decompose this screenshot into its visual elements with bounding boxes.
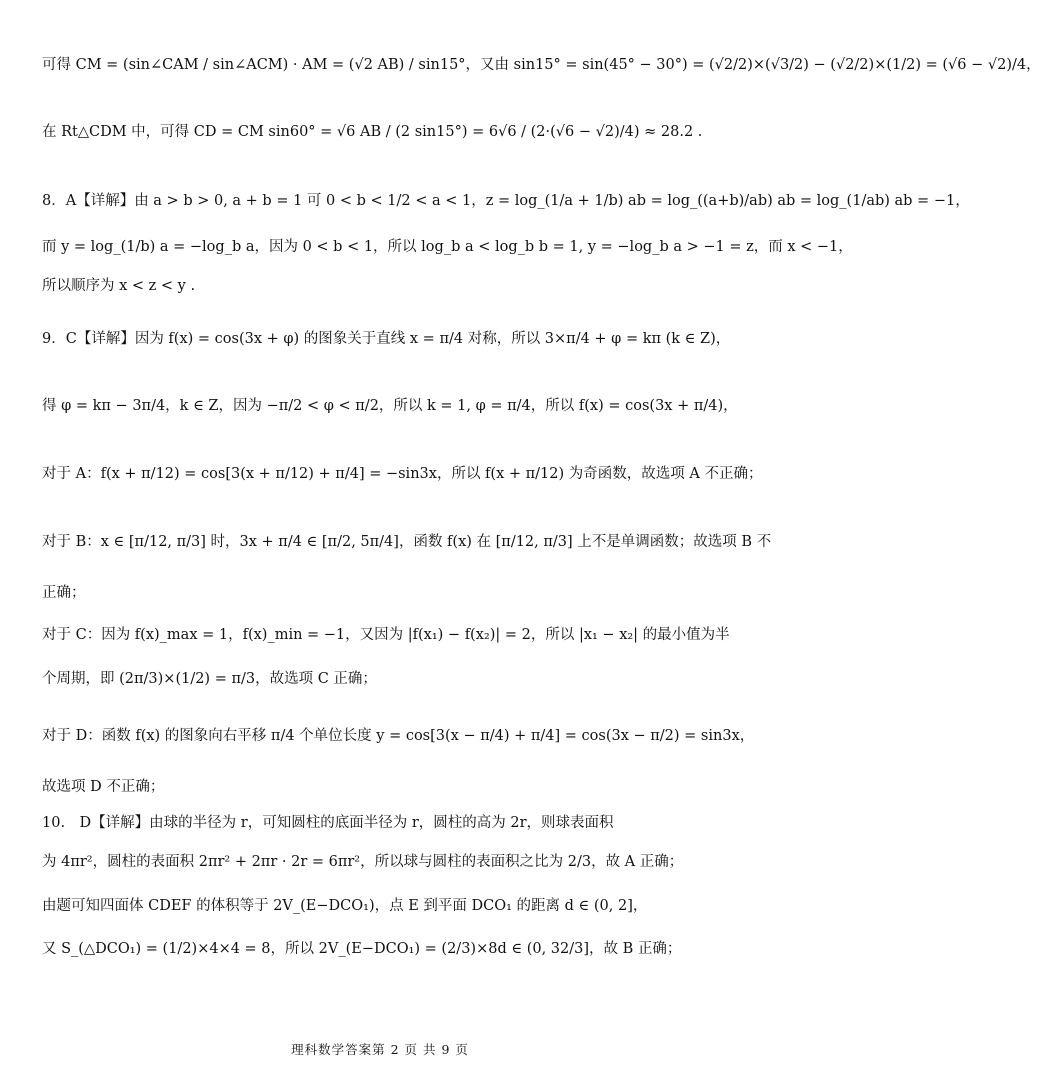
text-line: 10. D【详解】由球的半径为 r，可知圆柱的底面半径为 r，圆柱的高为 2r，则球表面积 bbox=[42, 815, 614, 831]
text-line: 故选项 D 不正确； bbox=[42, 779, 165, 795]
text-line: 对于 C：因为 f(x)_max = 1，f(x)_min = −1，又因为 |f(x₁) − f(x₂)| = 2，所以 |x₁ − x₂| 的最小值为半 bbox=[42, 627, 730, 643]
text-line: 对于 B：x ∈ [π/12, π/3] 时，3x + π/4 ∈ [π/2, 5π/4]，函数 f(x) 在 [π/12, π/3] 上不是单调函数；故选项 B 不 bbox=[42, 534, 772, 550]
text-line: 得 φ = kπ − 3π/4，k ∈ Z，因为 −π/2 < φ < π/2，所以 k = 1, φ = π/4，所以 f(x) = cos(3x + π/4)， bbox=[42, 398, 738, 414]
text-line: 所以顺序为 x < z < y . bbox=[42, 278, 196, 294]
text-line: 对于 A：f(x + π/12) = cos[3(x + π/12) + π/4] = −sin3x，所以 f(x + π/12) 为奇函数，故选项 A 不正确； bbox=[42, 466, 763, 482]
text-line: 为 4πr²，圆柱的表面积 2πr² + 2πr · 2r = 6πr²，所以球与圆柱的表面积之比为 2/3，故 A 正确； bbox=[42, 854, 684, 870]
text-line: 正确； bbox=[42, 585, 86, 601]
page-footer: 理科数学答案第 2 页 共 9 页 bbox=[291, 1042, 469, 1057]
text-line: 由题可知四面体 CDEF 的体积等于 2V_(E−DCO₁)，点 E 到平面 DCO₁ 的距离 d ∈ (0, 2]， bbox=[42, 898, 648, 914]
text-line: 对于 D：函数 f(x) 的图象向右平移 π/4 个单位长度 y = cos[3(x − π/4) + π/4] = cos(3x − π/2) = sin3x， bbox=[42, 728, 755, 744]
text-line: 又 S_(△DCO₁) = (1/2)×4×4 = 8，所以 2V_(E−DCO₁) = (2/3)×8d ∈ (0, 32/3]，故 B 正确； bbox=[42, 941, 682, 957]
text-line: 9．C【详解】因为 f(x) = cos(3x + φ) 的图象关于直线 x = π/4 对称，所以 3×π/4 + φ = kπ (k ∈ Z)， bbox=[42, 331, 731, 347]
text-line: 可得 CM = (sin∠CAM / sin∠ACM) · AM = (√2 AB) / sin15°，又由 sin15° = sin(45° − 30°) = (√2/2)×(√3/2) − (√2/2)×(1/2) = (√6 − √2)/4， bbox=[42, 57, 1041, 73]
text-line: 在 Rt△CDM 中，可得 CD = CM sin60° = √6 AB / (2 sin15°) = 6√6 / (2·(√6 − √2)/4) ≈ 28.2 . bbox=[42, 124, 703, 140]
text-line: 而 y = log_(1/b) a = −log_b a，因为 0 < b < 1，所以 log_b a < log_b b = 1, y = −log_b a > −1 = z，而 x < −1， bbox=[42, 239, 853, 255]
text-line: 8．A【详解】由 a > b > 0, a + b = 1 可 0 < b < 1/2 < a < 1，z = log_(1/a + 1/b) ab = log_((a+b)/ab) ab = log_(1/ab) ab = −1， bbox=[42, 193, 970, 209]
text-line: 个周期，即 (2π/3)×(1/2) = π/3，故选项 C 正确； bbox=[42, 671, 377, 687]
